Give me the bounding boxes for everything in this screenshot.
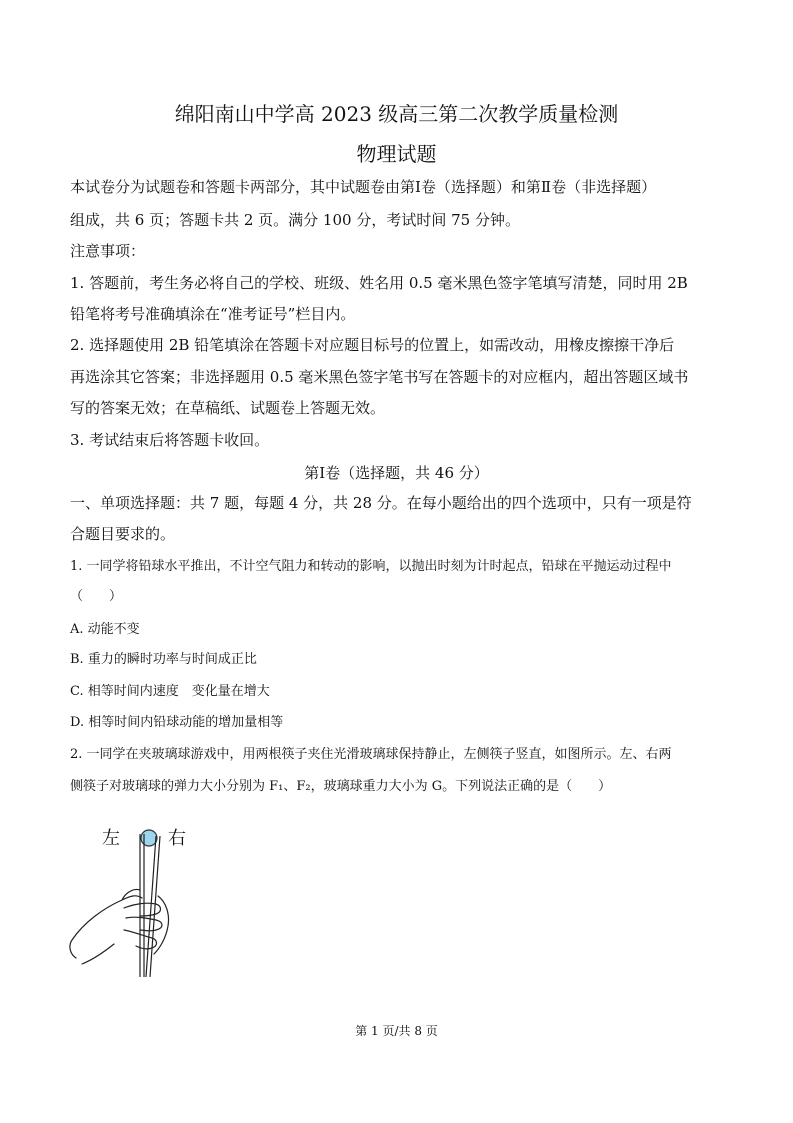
note-1-line-2: 铅笔将考号准确填涂在“准考证号”栏目内。 — [70, 305, 356, 323]
question-2-stem-line-2: 侧筷子对玻璃球的弹力大小分别为 F₁、F₂，玻璃球重力大小为 G。下列说法正确的是（ ） — [70, 779, 612, 794]
figure-label-right: 右 — [168, 828, 186, 849]
notes-heading: 注意事项： — [70, 242, 146, 260]
question-1-option-a: A. 动能不变 — [70, 622, 140, 637]
section-instructions-line-1: 一、单项选择题：共 7 题，每题 4 分，共 28 分。在每小题给出的四个选项中，只有一项是符 — [70, 494, 692, 512]
chopsticks-figure — [64, 812, 204, 982]
intro-line-1: 本试卷分为试题卷和答题卡两部分，其中试题卷由第Ⅰ卷（选择题）和第Ⅱ卷（非选择题） — [70, 178, 657, 196]
intro-line-2: 组成，共 6 页；答题卡共 2 页。满分 100 分，考试时间 75 分钟。 — [70, 211, 520, 229]
section-title: 第Ⅰ卷（选择题，共 46 分） — [304, 464, 489, 482]
figure-label-left: 左 — [102, 828, 120, 849]
note-2-line-2: 再选涂其它答案；非选择题用 0.5 毫米黑色签字笔书写在答题卡的对应框内，超出答题区域书 — [70, 368, 689, 386]
question-1-option-c: C. 相等时间内速度 变化量在增大 — [70, 684, 270, 699]
question-1-option-d: D. 相等时间内铅球动能的增加量相等 — [70, 715, 284, 730]
question-2-stem-line-1: 2. 一同学在夹玻璃球游戏中，用两根筷子夹住光滑玻璃球保持静止，左侧筷子竖直，如图所示。左、右两 — [70, 747, 672, 762]
question-1-stem-line-2: （ ） — [70, 589, 123, 604]
note-3: 3. 考试结束后将答题卡收回。 — [70, 431, 270, 449]
page-title: 绵阳南山中学高 2023 级高三第二次教学质量检测 — [174, 102, 619, 126]
page-footer: 第 1 页/共 8 页 — [355, 1024, 438, 1038]
glass-ball — [141, 830, 157, 846]
note-2-line-1: 2. 选择题使用 2B 铅笔填涂在答题卡对应题目标号的位置上，如需改动，用橡皮擦擦干净后 — [70, 336, 675, 354]
note-2-line-3: 写的答案无效；在草稿纸、试题卷上答题无效。 — [70, 399, 386, 417]
page-subtitle: 物理试题 — [356, 142, 437, 166]
question-1-option-b: B. 重力的瞬时功率与时间成正比 — [70, 652, 257, 667]
note-1-line-1: 1. 答题前，考生务必将自己的学校、班级、姓名用 0.5 毫米黑色签字笔填写清楚，同时用 2B — [70, 274, 688, 292]
question-1-stem-line-1: 1. 一同学将铅球水平推出，不计空气阻力和转动的影响，以抛出时刻为计时起点，铅球在平抛运动过程中 — [70, 559, 672, 574]
section-instructions-line-2: 合题目要求的。 — [70, 525, 176, 543]
